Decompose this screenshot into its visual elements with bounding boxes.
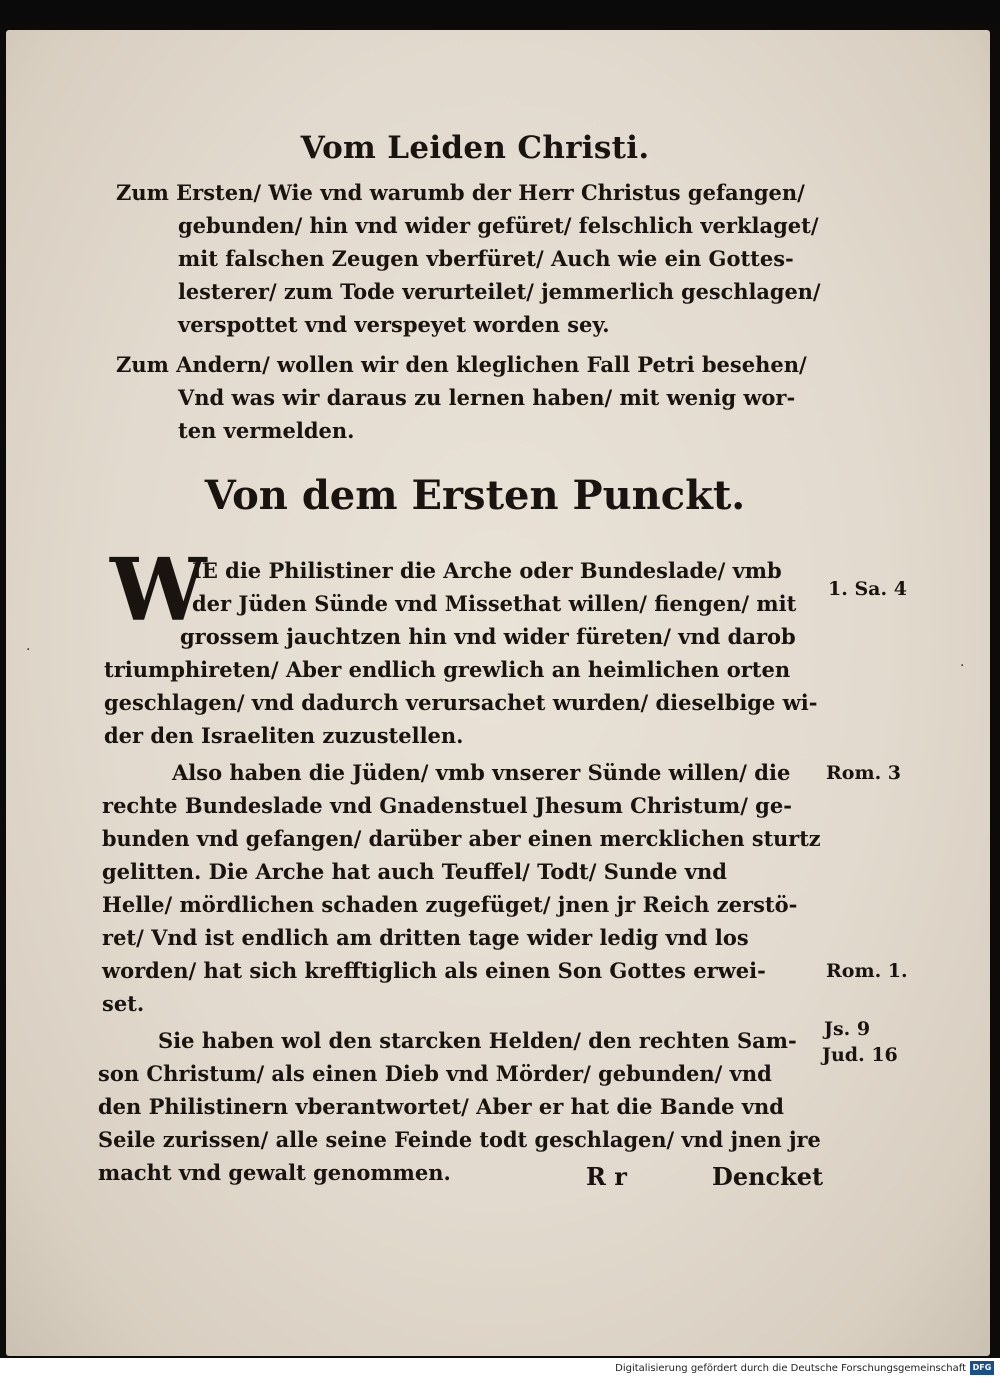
text-line: gelitten. Die Arche hat auch Teuffel/ Todt/ Sunde vnd	[102, 859, 727, 884]
text-line: gebunden/ hin vnd wider gefüret/ felschlich verklaget/	[178, 213, 819, 238]
text-line: Also haben die Jüden/ vmb vnserer Sünde willen/ die	[172, 760, 791, 785]
text-line: ten vermelden.	[178, 418, 355, 443]
footer-credit: Digitalisierung gefördert durch die Deutsche Forschungsgemeinschaft	[615, 1363, 966, 1374]
drop-capital: W	[110, 540, 207, 641]
text-line: grossem jauchtzen hin vnd wider füreten/ vnd darob	[180, 624, 796, 649]
text-line: Zum Ersten/ Wie vnd warumb der Herr Christus gefangen/	[116, 180, 805, 205]
page-heading: Vom Leiden Christi.	[300, 130, 650, 166]
margin-note-romans-1: Rom. 1.	[826, 960, 908, 982]
text-line: worden/ hat sich krefftiglich als einen Son Gottes erwei-	[102, 958, 766, 983]
text-line: IE die Philistiner die Arche oder Bundeslade/ vmb	[192, 558, 782, 583]
margin-note-judges: Jud. 16	[822, 1044, 898, 1066]
text-line: der den Israeliten zuzustellen.	[104, 723, 464, 748]
top-black-bar	[0, 0, 1000, 22]
text-line: rechte Bundeslade vnd Gnadenstuel Jhesum Christum/ ge-	[102, 793, 792, 818]
text-line: lesterer/ zum Tode verurteilet/ jemmerlich geschlagen/	[178, 279, 821, 304]
text-line: triumphireten/ Aber endlich grewlich an heimlichen orten	[104, 657, 791, 682]
margin-note-samuel: 1. Sa. 4	[828, 578, 907, 600]
book-page	[6, 30, 990, 1356]
text-line: Sie haben wol den starcken Helden/ den rechten Sam-	[158, 1028, 797, 1053]
text-line: Zum Andern/ wollen wir den kleglichen Fall Petri besehen/	[116, 352, 807, 377]
text-line: den Philistinern vberantwortet/ Aber er hat die Bande vnd	[98, 1094, 784, 1119]
text-line: ret/ Vnd ist endlich am dritten tage wider ledig vnd los	[102, 925, 749, 950]
text-line: bunden vnd gefangen/ darüber aber einen mercklichen sturtz	[102, 826, 821, 851]
catchword: Dencket	[712, 1162, 824, 1191]
section-heading: Von dem Ersten Punckt.	[204, 472, 746, 519]
signature-mark: R r	[586, 1162, 627, 1191]
text-line: geschlagen/ vnd dadurch verursachet wurden/ dieselbige wi-	[104, 690, 818, 715]
paper-speck: ·	[26, 642, 31, 658]
margin-note-romans-3: Rom. 3	[826, 762, 902, 784]
paper-speck: ·	[960, 658, 965, 674]
text-line: macht vnd gewalt genommen.	[98, 1160, 451, 1185]
text-line: Vnd was wir daraus zu lernen haben/ mit wenig wor-	[178, 385, 796, 410]
text-line: son Christum/ als einen Dieb vnd Mörder/ gebunden/ vnd	[98, 1061, 772, 1086]
margin-note-isaiah: Js. 9	[824, 1018, 871, 1040]
text-line: Seile zurissen/ alle seine Feinde todt geschlagen/ vnd jnen jre	[98, 1127, 821, 1152]
text-line: set.	[102, 991, 145, 1016]
text-line: Helle/ mördlichen schaden zugefüget/ jnen jr Reich zerstö-	[102, 892, 798, 917]
dfg-logo: DFG	[970, 1361, 994, 1375]
text-line: verspottet vnd verspeyet worden sey.	[178, 312, 610, 337]
text-line: mit falschen Zeugen vberfüret/ Auch wie ein Gottes-	[178, 246, 794, 271]
text-line: der Jüden Sünde vnd Missethat willen/ fiengen/ mit	[192, 591, 797, 616]
